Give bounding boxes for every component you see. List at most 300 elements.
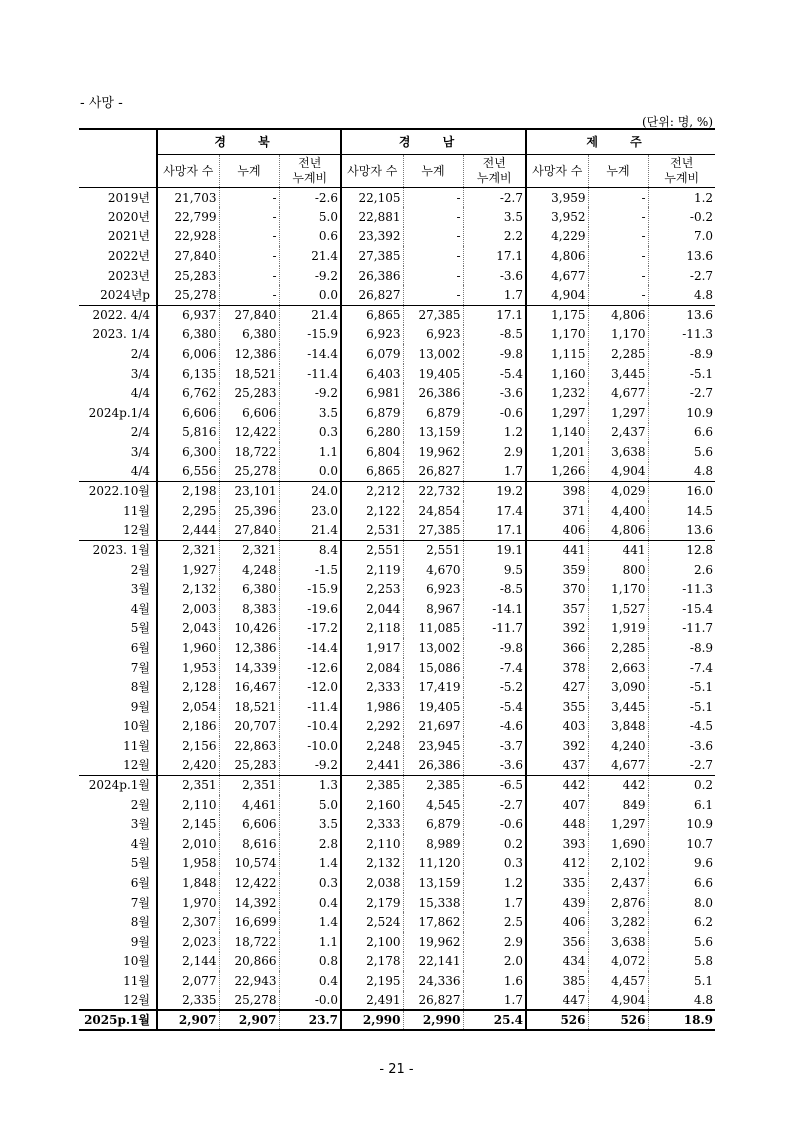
table-cell: - xyxy=(219,285,279,305)
table-cell: 17,862 xyxy=(403,912,463,932)
table-row xyxy=(79,521,715,541)
table-cell: 6,879 xyxy=(403,815,463,835)
table-cell: 4,400 xyxy=(588,501,648,521)
table-cell: 17,419 xyxy=(403,677,463,697)
table-row xyxy=(79,952,715,972)
table-cell: -12.6 xyxy=(279,658,341,678)
table-row xyxy=(79,344,715,364)
table-cell: 4,904 xyxy=(588,462,648,482)
table-cell: 12,386 xyxy=(219,344,279,364)
column-header-row xyxy=(79,155,715,188)
table-cell: 442 xyxy=(588,775,648,795)
table-cell: 6,556 xyxy=(157,462,219,482)
table-cell: -3.6 xyxy=(648,736,715,756)
table-row xyxy=(79,619,715,639)
row-label: 2/4 xyxy=(130,425,150,440)
row-label: 3월 xyxy=(130,582,150,597)
table-cell: 6,079 xyxy=(341,344,403,364)
table-cell: 12,386 xyxy=(219,638,279,658)
table-cell: 16,467 xyxy=(219,677,279,697)
table-cell: 22,928 xyxy=(157,227,219,247)
table-row xyxy=(79,325,715,345)
table-cell: 1,919 xyxy=(588,619,648,639)
table-cell: 2,179 xyxy=(341,893,403,913)
table-cell: 2,295 xyxy=(157,501,219,521)
table-cell: 849 xyxy=(588,795,648,815)
table-cell: 4.8 xyxy=(648,991,715,1011)
table-row xyxy=(79,815,715,835)
table-cell: 6,135 xyxy=(157,364,219,384)
table-cell: 4,806 xyxy=(526,246,588,266)
row-label: 2020년 xyxy=(107,209,150,224)
table-cell: 27,385 xyxy=(403,521,463,541)
table-cell: 407 xyxy=(526,795,588,815)
table-row xyxy=(79,912,715,932)
table-cell: 2,100 xyxy=(341,932,403,952)
table-cell: - xyxy=(219,207,279,227)
table-cell: -19.6 xyxy=(279,599,341,619)
table-row xyxy=(79,873,715,893)
table-cell: 17.4 xyxy=(463,501,526,521)
table-row xyxy=(79,971,715,991)
table-cell: 12.8 xyxy=(648,540,715,560)
column-header-deaths: 사망자 수 xyxy=(341,155,403,188)
table-cell: 1,953 xyxy=(157,658,219,678)
table-cell: 2,145 xyxy=(157,815,219,835)
table-row xyxy=(79,579,715,599)
table-cell: 1,848 xyxy=(157,873,219,893)
table-cell: 2,212 xyxy=(341,481,403,501)
table-cell: 4.8 xyxy=(648,285,715,305)
table-cell: 392 xyxy=(526,619,588,639)
region-jeju: 제 주 xyxy=(526,129,715,155)
table-cell: 4,806 xyxy=(588,305,648,325)
table-row xyxy=(79,932,715,952)
table-cell: 0.0 xyxy=(279,462,341,482)
table-cell: 22,943 xyxy=(219,971,279,991)
table-cell: 21,703 xyxy=(157,188,219,208)
table-cell: 6,923 xyxy=(403,579,463,599)
table-cell: 366 xyxy=(526,638,588,658)
table-cell: 25,278 xyxy=(219,991,279,1011)
column-header-cumulative: 누계 xyxy=(219,155,279,188)
table-cell: -9.2 xyxy=(279,383,341,403)
row-label: 2021년 xyxy=(107,229,150,244)
table-row xyxy=(79,795,715,815)
table-cell: 2,524 xyxy=(341,912,403,932)
table-cell: - xyxy=(403,227,463,247)
table-cell: 2,907 xyxy=(157,1010,219,1030)
row-label: 4/4 xyxy=(130,386,150,401)
table-cell: -5.4 xyxy=(463,697,526,717)
row-label: 12월 xyxy=(123,523,150,538)
table-cell: 13,002 xyxy=(403,344,463,364)
table-cell: 6,937 xyxy=(157,305,219,325)
table-cell: 1,960 xyxy=(157,638,219,658)
table-row xyxy=(79,638,715,658)
table-cell: 2,038 xyxy=(341,873,403,893)
table-row xyxy=(79,599,715,619)
table-cell: 5.8 xyxy=(648,952,715,972)
row-label: 2024p.1월 xyxy=(79,775,157,795)
table-cell: 6,865 xyxy=(341,305,403,325)
table-cell: 11,120 xyxy=(403,854,463,874)
table-cell: 13,159 xyxy=(403,873,463,893)
row-group xyxy=(79,540,715,775)
table-row xyxy=(79,207,715,227)
table-cell: 0.4 xyxy=(279,971,341,991)
table-cell: 21.4 xyxy=(279,305,341,325)
table-cell: 0.8 xyxy=(279,952,341,972)
table-cell: 24.0 xyxy=(279,481,341,501)
table-cell: 6,006 xyxy=(157,344,219,364)
table-cell: 2.5 xyxy=(463,912,526,932)
table-cell: - xyxy=(588,285,648,305)
table-cell: 2,010 xyxy=(157,834,219,854)
table-cell: 2,156 xyxy=(157,736,219,756)
row-label: 5월 xyxy=(130,621,150,636)
table-cell: 2,441 xyxy=(341,756,403,776)
table-cell: 1,170 xyxy=(588,325,648,345)
table-cell: 2,663 xyxy=(588,658,648,678)
table-cell: -0.0 xyxy=(279,991,341,1011)
table-row xyxy=(79,540,715,560)
table-cell: -12.0 xyxy=(279,677,341,697)
region-header-row xyxy=(79,129,715,155)
table-cell: 1,201 xyxy=(526,442,588,462)
row-label: 7월 xyxy=(130,660,150,675)
table-cell: -15.9 xyxy=(279,325,341,345)
table-cell: 15,086 xyxy=(403,658,463,678)
row-label: 8월 xyxy=(130,915,150,930)
table-cell: 4,240 xyxy=(588,736,648,756)
table-cell: -11.3 xyxy=(648,325,715,345)
table-cell: 1,297 xyxy=(588,403,648,423)
table-cell: 4,029 xyxy=(588,481,648,501)
row-label: 3월 xyxy=(130,817,150,832)
table-cell: 2,132 xyxy=(341,854,403,874)
table-cell: 25,278 xyxy=(157,285,219,305)
table-cell: 19.2 xyxy=(463,481,526,501)
table-cell: - xyxy=(588,188,648,208)
table-cell: -5.1 xyxy=(648,697,715,717)
table-cell: 406 xyxy=(526,521,588,541)
table-cell: 17.1 xyxy=(463,305,526,325)
death-statistics-table xyxy=(79,128,715,1031)
table-cell: 1,927 xyxy=(157,560,219,580)
table-cell: 4,904 xyxy=(588,991,648,1011)
table-cell: 2,178 xyxy=(341,952,403,972)
table-cell: 2,285 xyxy=(588,638,648,658)
table-cell: 18,521 xyxy=(219,697,279,717)
table-cell: 5.1 xyxy=(648,971,715,991)
table-cell: 2,321 xyxy=(219,540,279,560)
row-label: 2024년p xyxy=(100,288,150,303)
table-cell: 1,297 xyxy=(588,815,648,835)
table-row xyxy=(79,403,715,423)
table-cell: - xyxy=(588,207,648,227)
table-cell: 22,863 xyxy=(219,736,279,756)
table-cell: 2,876 xyxy=(588,893,648,913)
table-cell: 1.7 xyxy=(463,893,526,913)
table-cell: 437 xyxy=(526,756,588,776)
table-cell: 2,023 xyxy=(157,932,219,952)
table-cell: -11.7 xyxy=(648,619,715,639)
table-cell: 6,300 xyxy=(157,442,219,462)
table-cell: 6.6 xyxy=(648,423,715,443)
table-cell: - xyxy=(403,188,463,208)
table-cell: 9.6 xyxy=(648,854,715,874)
table-cell: 335 xyxy=(526,873,588,893)
table-cell: 355 xyxy=(526,697,588,717)
table-cell: 2.0 xyxy=(463,952,526,972)
table-cell: - xyxy=(588,266,648,286)
table-cell: 23,945 xyxy=(403,736,463,756)
table-cell: 4,229 xyxy=(526,227,588,247)
table-cell: 1.1 xyxy=(279,442,341,462)
table-cell: 2.8 xyxy=(279,834,341,854)
table-cell: -9.8 xyxy=(463,344,526,364)
table-cell: 2,285 xyxy=(588,344,648,364)
table-cell: 19,962 xyxy=(403,932,463,952)
table-cell: 12,422 xyxy=(219,873,279,893)
table-row xyxy=(79,442,715,462)
table-cell: 8,989 xyxy=(403,834,463,854)
table-cell: 8.0 xyxy=(648,893,715,913)
table-cell: -9.2 xyxy=(279,756,341,776)
table-cell: 13,159 xyxy=(403,423,463,443)
table-cell: - xyxy=(219,266,279,286)
table-cell: 1,266 xyxy=(526,462,588,482)
table-cell: 398 xyxy=(526,481,588,501)
table-cell: 18,722 xyxy=(219,442,279,462)
row-label: 2/4 xyxy=(130,347,150,362)
table-cell: 0.3 xyxy=(279,873,341,893)
row-label: 11월 xyxy=(123,738,150,753)
table-cell: 20,707 xyxy=(219,717,279,737)
table-cell: -8.5 xyxy=(463,579,526,599)
row-label: 5월 xyxy=(130,856,150,871)
table-cell: -0.2 xyxy=(648,207,715,227)
row-label: 12월 xyxy=(123,993,150,1008)
row-label: 7월 xyxy=(130,895,150,910)
table-cell: 1,297 xyxy=(526,403,588,423)
table-cell: -14.4 xyxy=(279,344,341,364)
row-label: 9월 xyxy=(130,699,150,714)
table-cell: - xyxy=(588,227,648,247)
table-cell: 19.1 xyxy=(463,540,526,560)
table-cell: 11,085 xyxy=(403,619,463,639)
table-cell: 0.2 xyxy=(463,834,526,854)
table-cell: 2,043 xyxy=(157,619,219,639)
table-row xyxy=(79,991,715,1011)
table-cell: 1.7 xyxy=(463,285,526,305)
table-cell: 1,140 xyxy=(526,423,588,443)
table-cell: -8.9 xyxy=(648,344,715,364)
table-cell: 6,380 xyxy=(219,579,279,599)
table-cell: -11.7 xyxy=(463,619,526,639)
table-cell: 13.6 xyxy=(648,305,715,325)
table-cell: 2,253 xyxy=(341,579,403,599)
table-cell: 448 xyxy=(526,815,588,835)
table-cell: 18,521 xyxy=(219,364,279,384)
table-cell: -14.1 xyxy=(463,599,526,619)
table-row xyxy=(79,188,715,208)
table-cell: -2.6 xyxy=(279,188,341,208)
table-cell: 526 xyxy=(588,1010,648,1030)
row-label: 9월 xyxy=(130,934,150,949)
table-cell: 2,333 xyxy=(341,677,403,697)
table-cell: -3.6 xyxy=(463,383,526,403)
row-label: 2월 xyxy=(130,562,150,577)
table-row xyxy=(79,246,715,266)
table-cell: 2,003 xyxy=(157,599,219,619)
table-cell: -2.7 xyxy=(648,266,715,286)
table-cell: 6,923 xyxy=(341,325,403,345)
row-label: 2022년 xyxy=(107,249,150,264)
table-cell: 3.5 xyxy=(463,207,526,227)
table-cell: 26,386 xyxy=(403,383,463,403)
table-cell: -4.5 xyxy=(648,717,715,737)
row-label: 2022. 4/4 xyxy=(79,305,157,325)
table-cell: 19,405 xyxy=(403,364,463,384)
table-cell: 5.6 xyxy=(648,932,715,952)
table-cell: 357 xyxy=(526,599,588,619)
unit-note: (단위: 명, %) xyxy=(641,115,713,129)
table-cell: - xyxy=(219,188,279,208)
table-cell: 2,531 xyxy=(341,521,403,541)
page-number: - 21 - xyxy=(379,1062,414,1077)
table-cell: 8,616 xyxy=(219,834,279,854)
table-cell: 25,283 xyxy=(157,266,219,286)
row-label: 2019년 xyxy=(79,188,157,208)
row-label: 6월 xyxy=(130,640,150,655)
table-cell: -3.6 xyxy=(463,756,526,776)
table-cell: 16.0 xyxy=(648,481,715,501)
table-cell: -3.7 xyxy=(463,736,526,756)
table-cell: -10.0 xyxy=(279,736,341,756)
section-title: - 사망 - xyxy=(80,96,123,111)
table-cell: 6.2 xyxy=(648,912,715,932)
table-cell: 1.4 xyxy=(279,912,341,932)
row-group xyxy=(79,305,715,481)
table-cell: 4,677 xyxy=(588,756,648,776)
table-cell: 3.5 xyxy=(279,403,341,423)
table-cell: 1,170 xyxy=(526,325,588,345)
table-row xyxy=(79,697,715,717)
column-header-cumulative: 누계 xyxy=(588,155,648,188)
table-cell: 1.1 xyxy=(279,932,341,952)
corner-cell xyxy=(79,129,157,188)
row-label: 4월 xyxy=(130,836,150,851)
row-label: 2022.10월 xyxy=(79,481,157,501)
table-cell: 2.6 xyxy=(648,560,715,580)
table-cell: 1,170 xyxy=(588,579,648,599)
table-cell: 14,392 xyxy=(219,893,279,913)
table-cell: -11.3 xyxy=(648,579,715,599)
table-cell: 5.0 xyxy=(279,207,341,227)
table-cell: 1,160 xyxy=(526,364,588,384)
table-cell: 13.6 xyxy=(648,521,715,541)
table-cell: 9.5 xyxy=(463,560,526,580)
table-cell: 6.6 xyxy=(648,873,715,893)
table-cell: 441 xyxy=(526,540,588,560)
table-cell: 2,054 xyxy=(157,697,219,717)
table-cell: 14.5 xyxy=(648,501,715,521)
table-cell: 1.3 xyxy=(279,775,341,795)
table-cell: 2,437 xyxy=(588,423,648,443)
table-cell: 15,338 xyxy=(403,893,463,913)
table-cell: 27,840 xyxy=(157,246,219,266)
table-cell: 14,339 xyxy=(219,658,279,678)
table-cell: 1,527 xyxy=(588,599,648,619)
table-cell: 0.6 xyxy=(279,227,341,247)
table-cell: 24,336 xyxy=(403,971,463,991)
table-cell: - xyxy=(219,227,279,247)
row-label: 3/4 xyxy=(130,445,150,460)
table-cell: 4,545 xyxy=(403,795,463,815)
table-cell: 2,307 xyxy=(157,912,219,932)
table-cell: 19,405 xyxy=(403,697,463,717)
table-cell: 6.1 xyxy=(648,795,715,815)
table-cell: 1,958 xyxy=(157,854,219,874)
table-cell: 13.6 xyxy=(648,246,715,266)
table-cell: 6,380 xyxy=(219,325,279,345)
table-cell: -15.4 xyxy=(648,599,715,619)
table-cell: 26,386 xyxy=(403,756,463,776)
table-cell: -0.6 xyxy=(463,403,526,423)
table-cell: 427 xyxy=(526,677,588,697)
table-row xyxy=(79,305,715,325)
table-cell: -7.4 xyxy=(463,658,526,678)
table-cell: 4,461 xyxy=(219,795,279,815)
table-cell: 2,990 xyxy=(403,1010,463,1030)
table-cell: 2,333 xyxy=(341,815,403,835)
table-row xyxy=(79,560,715,580)
table-cell: - xyxy=(403,285,463,305)
column-header-yoy-cumulative-ratio: 전년 누계비 xyxy=(279,155,341,188)
table-cell: 1,970 xyxy=(157,893,219,913)
table-cell: 25,283 xyxy=(219,383,279,403)
table-cell: 2,195 xyxy=(341,971,403,991)
table-row xyxy=(79,383,715,403)
table-cell: 3,952 xyxy=(526,207,588,227)
table-cell: 2,444 xyxy=(157,521,219,541)
table-cell: 25,283 xyxy=(219,756,279,776)
table-cell: 2,491 xyxy=(341,991,403,1011)
table-cell: 6,923 xyxy=(403,325,463,345)
table-cell: 406 xyxy=(526,912,588,932)
table-cell: 4,904 xyxy=(526,285,588,305)
table-cell: 2.9 xyxy=(463,442,526,462)
table-row xyxy=(79,893,715,913)
table-cell: -2.7 xyxy=(648,756,715,776)
table-cell: 2,077 xyxy=(157,971,219,991)
row-group xyxy=(79,481,715,540)
table-cell: 6,879 xyxy=(403,403,463,423)
row-label: 2024p.1/4 xyxy=(88,405,150,420)
table-cell: 526 xyxy=(526,1010,588,1030)
table-cell: 18,722 xyxy=(219,932,279,952)
table-cell: -8.5 xyxy=(463,325,526,345)
table-cell: 3,445 xyxy=(588,364,648,384)
table-cell: 392 xyxy=(526,736,588,756)
row-label: 2023. 1월 xyxy=(79,540,157,560)
table-cell: 17.1 xyxy=(463,246,526,266)
table-cell: 447 xyxy=(526,991,588,1011)
table-cell: -11.4 xyxy=(279,364,341,384)
region-gyeongnam: 경 남 xyxy=(341,129,526,155)
